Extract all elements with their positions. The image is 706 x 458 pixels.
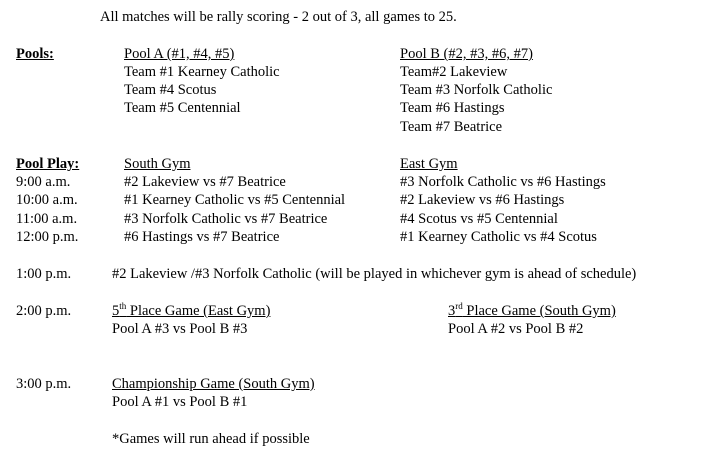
one-pm-match: #2 Lakeview /#3 Norfolk Catholic (will be played in whichever gym is ahead of schedule) xyxy=(112,266,637,282)
third-place-suffix: rd xyxy=(455,301,463,312)
pools-label: Pools: xyxy=(16,46,54,62)
south-gym-match: #3 Norfolk Catholic vs #7 Beatrice xyxy=(124,211,328,227)
pool-b-team: Team #6 Hastings xyxy=(400,100,505,116)
footnote: *Games will run ahead if possible xyxy=(112,431,310,447)
fifth-place-title xyxy=(112,302,270,320)
fifth-place-matchup: Pool A #3 vs Pool B #3 xyxy=(112,321,248,337)
east-gym-match: #3 Norfolk Catholic vs #6 Hastings xyxy=(400,174,606,190)
east-gym-match: #1 Kearney Catholic vs #4 Scotus xyxy=(400,229,597,245)
pool-b-title: Pool B (#2, #3, #6, #7) xyxy=(400,46,533,62)
pool-b-team: Team#2 Lakeview xyxy=(400,64,508,80)
pool-a-team: Team #5 Centennial xyxy=(124,100,241,116)
east-gym-heading: East Gym xyxy=(400,156,458,172)
third-place-title-text: Place Game (South Gym) xyxy=(462,303,616,319)
pool-a-title: Pool A (#1, #4, #5) xyxy=(124,46,235,62)
schedule-time: 11:00 a.m. xyxy=(16,211,78,227)
three-pm-time: 3:00 p.m. xyxy=(16,376,72,392)
championship-matchup: Pool A #1 vs Pool B #1 xyxy=(112,394,248,410)
pool-b-team: Team #3 Norfolk Catholic xyxy=(400,82,553,98)
schedule-time: 10:00 a.m. xyxy=(16,192,78,208)
east-gym-match: #4 Scotus vs #5 Centennial xyxy=(400,211,558,227)
championship-title: Championship Game (South Gym) xyxy=(112,376,315,392)
schedule-time: 12:00 p.m. xyxy=(16,229,79,245)
third-place-ordinal: 3 xyxy=(448,303,456,319)
intro-text: All matches will be rally scoring - 2 out of 3, all games to 25. xyxy=(100,9,457,25)
third-place-title xyxy=(448,302,616,320)
east-gym-match: #2 Lakeview vs #6 Hastings xyxy=(400,192,565,208)
third-place-matchup: Pool A #2 vs Pool B #2 xyxy=(448,321,584,337)
pool-play-label: Pool Play: xyxy=(16,156,80,172)
schedule-time: 9:00 a.m. xyxy=(16,174,71,190)
pool-a-team: Team #4 Scotus xyxy=(124,82,217,98)
fifth-place-title-text: Place Game (East Gym) xyxy=(126,303,271,319)
fifth-place-ordinal: 5 xyxy=(112,303,120,319)
south-gym-match: #6 Hastings vs #7 Beatrice xyxy=(124,229,280,245)
two-pm-time: 2:00 p.m. xyxy=(16,303,72,319)
south-gym-match: #2 Lakeview vs #7 Beatrice xyxy=(124,174,286,190)
fifth-place-suffix: th xyxy=(119,301,127,312)
one-pm-time: 1:00 p.m. xyxy=(16,266,72,282)
pool-b-team: Team #7 Beatrice xyxy=(400,119,503,135)
pool-a-team: Team #1 Kearney Catholic xyxy=(124,64,280,80)
south-gym-heading: South Gym xyxy=(124,156,191,172)
south-gym-match: #1 Kearney Catholic vs #5 Centennial xyxy=(124,192,346,208)
